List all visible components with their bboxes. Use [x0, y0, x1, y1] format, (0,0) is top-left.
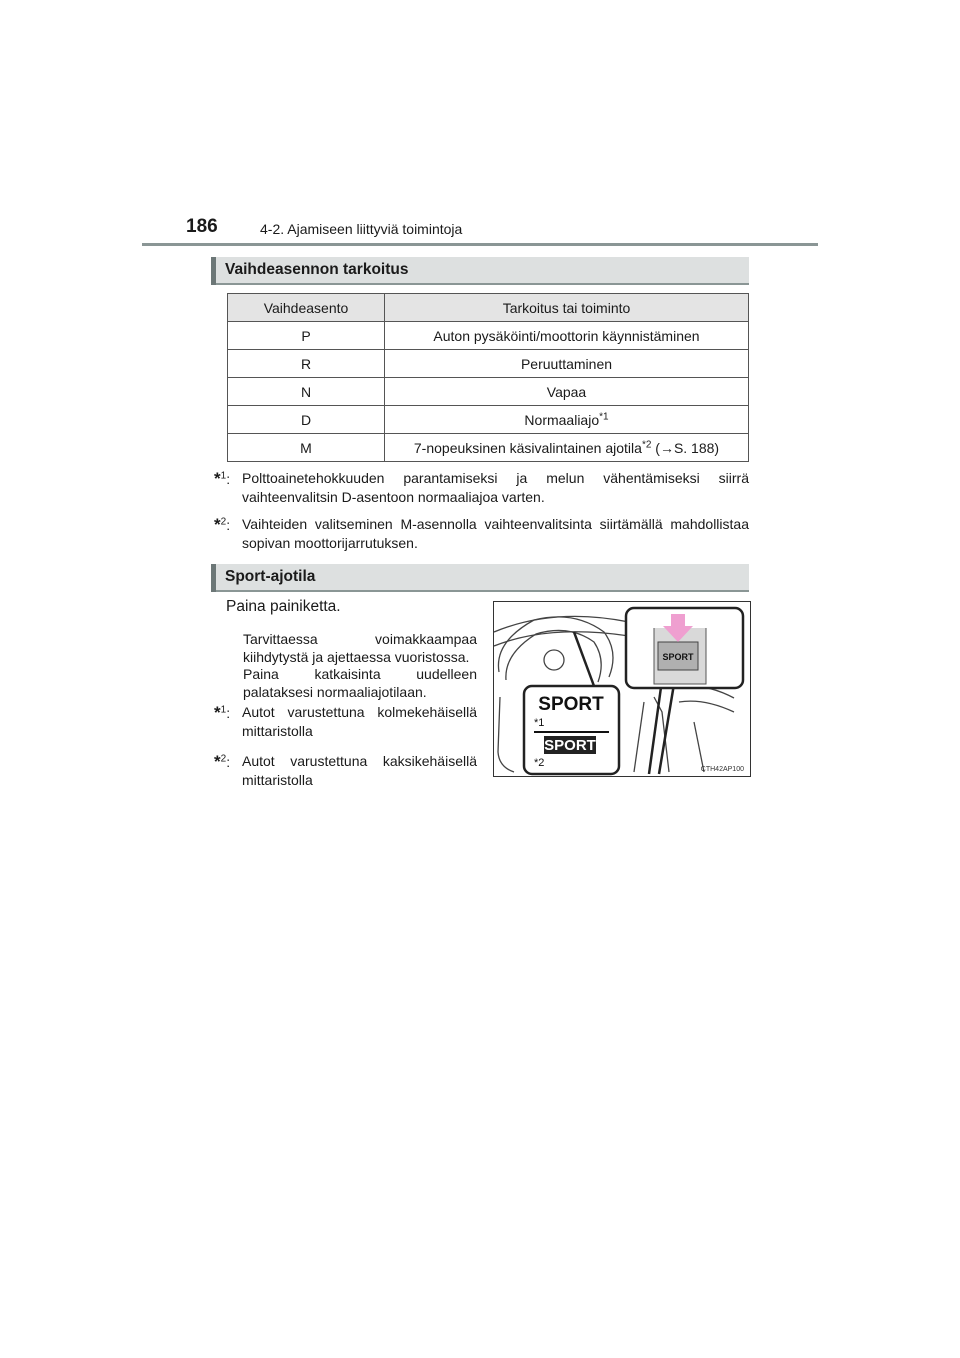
- footnote-marker: *$^2$:: [214, 752, 231, 771]
- footnote-1: [214, 469, 749, 507]
- table-cell-text: Normaaliajo: [524, 411, 600, 428]
- section-heading-title: Sport-ajotila: [225, 568, 316, 585]
- table-cell-position: D: [228, 406, 385, 434]
- section-heading-sport-mode: [211, 564, 749, 592]
- instruction-text: Paina painiketta.: [226, 598, 341, 615]
- sport-indicator-filled: SPORT: [544, 737, 596, 754]
- sport-indicator-outline: SPORT: [538, 694, 604, 715]
- table-row: [228, 378, 749, 406]
- table-row: [228, 434, 749, 462]
- table-header-cell: Vaihdeasento: [228, 294, 385, 322]
- sport-button-illustration: [493, 601, 751, 777]
- gear-position-table: [227, 293, 749, 462]
- table-header-row: [228, 294, 749, 322]
- footnote-ref: *2: [641, 438, 652, 450]
- table-row: [228, 322, 749, 350]
- indicator-variant-label: *1: [534, 717, 545, 729]
- footnote-text: Vaihteiden valitseminen M-asennolla vaihteenvalitsinta siirtämällä mahdollistaa sopivan moottorijarrutuksen.: [242, 516, 749, 551]
- header-rule: [142, 243, 818, 246]
- footnote-2: [214, 752, 477, 790]
- footnote-ref: *1: [599, 410, 609, 422]
- section-heading-marker: [211, 564, 216, 592]
- table-cell-text: 7-nopeuksinen käsivalintainen ajotila: [413, 439, 642, 456]
- table-cell-purpose: Auton pysäköinti/moottorin käynnistäminen: [385, 322, 749, 350]
- description-paragraph: Paina katkaisinta uudelleen palataksesi normaaliajotilaan.: [243, 666, 477, 700]
- description-paragraph: Tarvittaessa voimakkaampaa kiihdytystä ja ajettaessa vuoristossa.: [243, 631, 477, 665]
- page-reference: (→S. 188): [655, 439, 720, 456]
- indicator-variant-label: *2: [534, 757, 545, 769]
- table-row: [228, 406, 749, 434]
- section-heading-marker: [211, 257, 216, 285]
- table-cell-purpose: [385, 434, 749, 462]
- dashboard-drawing: [494, 602, 750, 776]
- table-cell-purpose: Peruuttaminen: [385, 350, 749, 378]
- footnote-2: [214, 515, 749, 553]
- figure-code: CTH42AP100: [700, 766, 744, 773]
- table-row: [228, 350, 749, 378]
- table-cell-position: M: [228, 434, 385, 462]
- table-header-cell: Tarkoitus tai toiminto: [385, 294, 749, 322]
- footnote-text: Polttoainetehokkuuden parantamiseksi ja melun vähentämiseksi siirrä vaihteenvalitsin D-asentoon normaaliajoa varten.: [242, 470, 749, 505]
- page-number: 186: [186, 216, 218, 237]
- footnote-marker: *$^2$:: [214, 515, 231, 534]
- table-cell-purpose: [385, 406, 749, 434]
- table-cell-purpose: Vapaa: [385, 378, 749, 406]
- chapter-heading: 4-2. Ajamiseen liittyviä toimintoja: [260, 221, 463, 237]
- button-label: SPORT: [662, 652, 694, 662]
- footnote-text: Autot varustettuna kolmekehäisellä mittaristolla: [242, 704, 477, 739]
- table-cell-position: R: [228, 350, 385, 378]
- table-cell-position: N: [228, 378, 385, 406]
- footnote-text: Autot varustettuna kaksikehäisellä mittaristolla: [242, 753, 477, 788]
- table-cell-position: P: [228, 322, 385, 350]
- footnote-marker: *$^1$:: [214, 469, 231, 488]
- footnote-1: [214, 703, 477, 741]
- section-heading-title: Vaihdeasennon tarkoitus: [225, 261, 409, 278]
- footnote-marker: *$^1$:: [214, 703, 231, 722]
- section-heading-gear-purpose: [211, 257, 749, 285]
